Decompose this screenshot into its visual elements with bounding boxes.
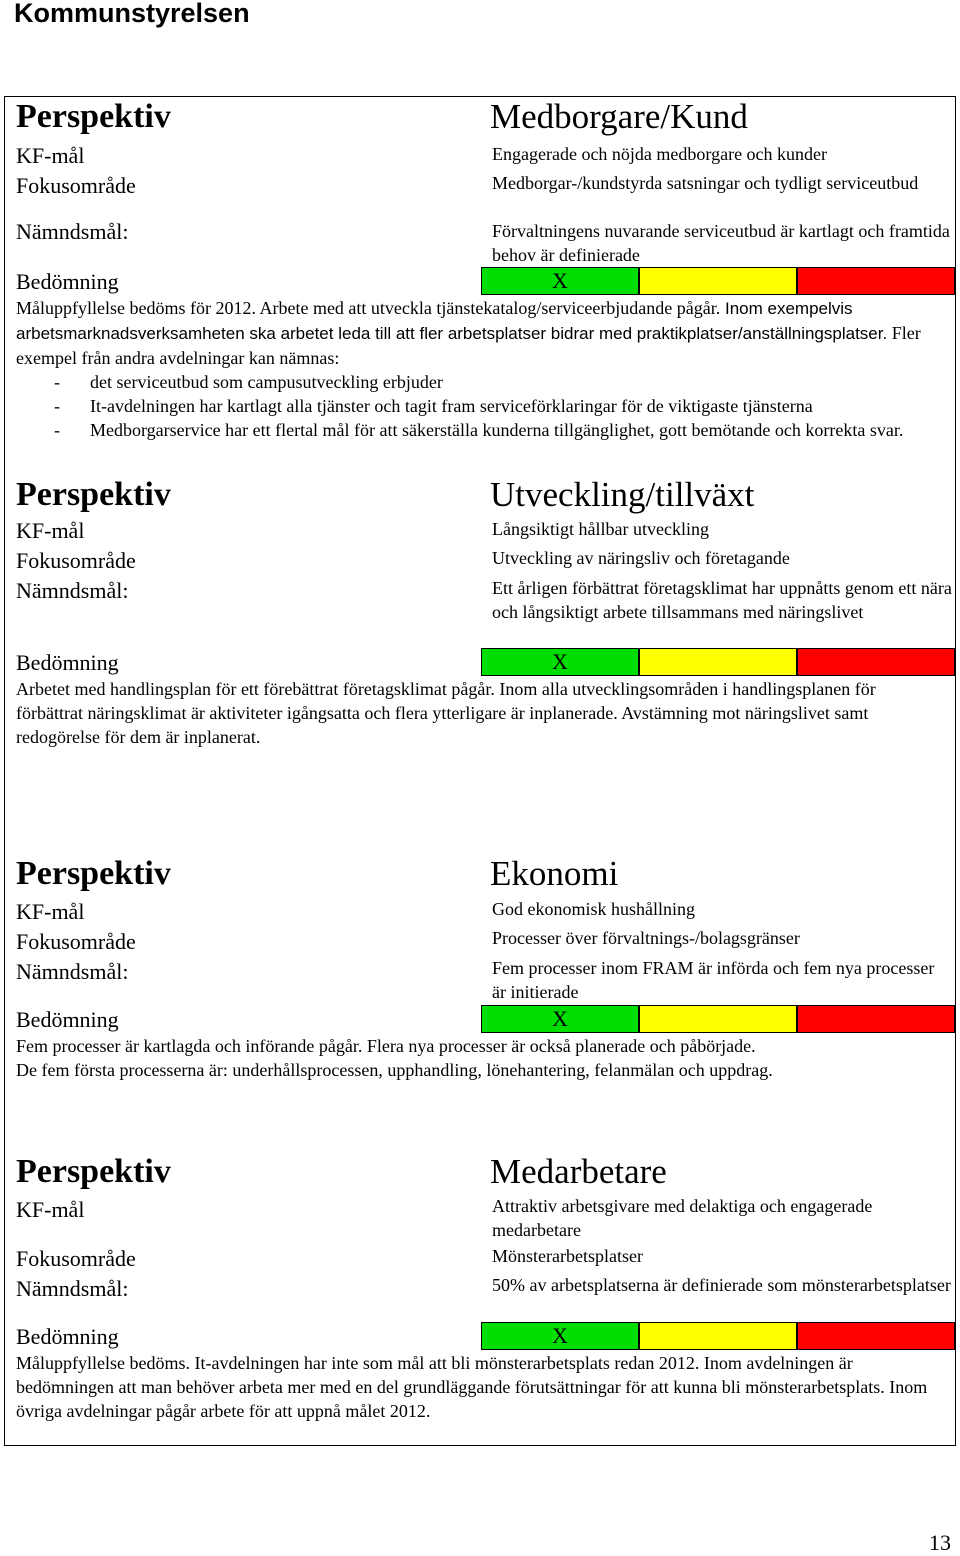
assessment-yellow <box>639 1005 797 1033</box>
list-item: - It-avdelningen har kartlagt alla tjänster och tagit fram serviceförklaringar för de viktigaste tjänsterna <box>54 396 813 416</box>
fokus-value: Mönsterarbetsplatser <box>492 1246 643 1266</box>
kf-label: KF-mål <box>16 143 85 168</box>
list-item-text: It-avdelningen har kartlagt alla tjänster och tagit fram serviceförklaringar för de viktigaste tjänsterna <box>90 396 813 416</box>
fokus-label: Fokusområde <box>16 1246 136 1271</box>
list-item-text: det serviceutbud som campusutveckling erbjuder <box>90 372 443 392</box>
assessment-red <box>797 1005 955 1033</box>
perspective-label: Perspektiv <box>16 1153 171 1190</box>
namnd-label: Nämndsmål: <box>16 578 129 603</box>
namnd-label: Nämndsmål: <box>16 959 129 984</box>
namnd-value: 50% av arbetsplatserna är definierade som mönsterarbetsplatser <box>492 1275 951 1295</box>
assessment-mark: X <box>552 1323 568 1348</box>
list-item-text: Medborgarservice har ett flertal mål för att säkerställa kunderna tillgänglighet, gott bemötande och korrekta svar. <box>90 420 904 440</box>
bedomning-label: Bedömning <box>16 269 119 294</box>
assessment-bar <box>481 1322 955 1350</box>
kf-label: KF-mål <box>16 518 85 543</box>
list-item: - Medborgarservice har ett flertal mål för att säkerställa kunderna tillgänglighet, gott bemötande och korrekta svar. <box>54 420 904 440</box>
perspective-name: Medborgare/Kund <box>490 97 748 136</box>
namnd-label: Nämndsmål: <box>16 1276 129 1301</box>
assessment-mark: X <box>552 1006 568 1031</box>
description-line: Fem processer är kartlagda och införande pågår. Flera nya processer är också planerade och påbörjade. <box>16 1036 756 1056</box>
description-part-1: Måluppfyllelse bedöms för 2012. Arbete med att utveckla tjänstekatalog/serviceerbjudande pågår. <box>16 298 721 318</box>
perspective-label: Perspektiv <box>16 855 171 892</box>
assessment-red <box>797 1322 955 1350</box>
fokus-label: Fokusområde <box>16 548 136 573</box>
perspective-name: Ekonomi <box>490 854 619 893</box>
assessment-mark: X <box>552 268 568 293</box>
perspective-label: Perspektiv <box>16 98 171 135</box>
description-part-2: Inom exempelvis arbetsmarknadsverksamheten ska arbetet leda till att fler arbetsplatser bidrar med praktikplatser/anställningsplatser. <box>16 299 888 343</box>
namnd-value: Fem processer inom FRAM är införda och fem nya processer är initierade <box>492 958 935 1002</box>
section-description: Arbetet med handlingsplan för ett förebättrat företagsklimat pågår. Inom alla utvecklingsområden i handlingsplanen för förbättrat näringsklimat är aktiviteter igångsatta och flera ytterligare är inplanerade. Avstämning mot näringslivet samt redogörelse för dem är inplanerat. <box>16 679 876 747</box>
page-title: Kommunstyrelsen <box>14 0 250 28</box>
description-part-3: Fler exempel från andra avdelningar kan nämnas: <box>16 323 921 368</box>
bedomning-label: Bedömning <box>16 650 119 675</box>
assessment-red <box>797 267 955 295</box>
perspective-name: Utveckling/tillväxt <box>490 475 755 514</box>
list-item: - det serviceutbud som campusutveckling erbjuder <box>54 372 443 392</box>
fokus-label: Fokusområde <box>16 929 136 954</box>
fokus-value: Medborgar-/kundstyrda satsningar och tydligt serviceutbud <box>492 173 919 193</box>
section-description <box>16 296 936 442</box>
fokus-value: Utveckling av näringsliv och företagande <box>492 548 790 568</box>
assessment-yellow <box>639 267 797 295</box>
namnd-label: Nämndsmål: <box>16 219 129 244</box>
assessment-mark: X <box>552 649 568 674</box>
namnd-value: Ett årligen förbättrat företagsklimat har uppnåtts genom ett nära och långsiktigt arbete tillsammans med näringslivet <box>492 578 952 622</box>
assessment-yellow <box>639 1322 797 1350</box>
namnd-value: Förvaltningens nuvarande serviceutbud är kartlagt och framtida behov är definierade <box>492 221 950 265</box>
assessment-yellow <box>639 648 797 676</box>
assessment-bar <box>481 648 955 676</box>
fokus-label: Fokusområde <box>16 173 136 198</box>
bedomning-label: Bedömning <box>16 1007 119 1032</box>
section-description <box>16 1034 936 1082</box>
kf-value: Attraktiv arbetsgivare med delaktiga och engagerade medarbetare <box>492 1196 873 1240</box>
kf-label: KF-mål <box>16 1197 85 1222</box>
kf-value: God ekonomisk hushållning <box>492 899 695 919</box>
assessment-bar <box>481 267 955 295</box>
fokus-value: Processer över förvaltnings-/bolagsgränser <box>492 928 800 948</box>
section-description: Måluppfyllelse bedöms. It-avdelningen har inte som mål att bli mönsterarbetsplats redan 2012. Inom avdelningen är bedömningen att man behöver arbeta mer med en del grundläggande förutsättningar för att kunna bli mönsterarbetsplats. Inom övriga avdelningar pågår arbete för att uppnå målet 2012. <box>16 1353 928 1421</box>
description-line: De fem första processerna är: underhållsprocessen, upphandling, lönehantering, felanmälan och uppdrag. <box>16 1060 773 1080</box>
assessment-bar <box>481 1005 955 1033</box>
kf-value: Långsiktigt hållbar utveckling <box>492 519 709 539</box>
bedomning-label: Bedömning <box>16 1324 119 1349</box>
assessment-red <box>797 648 955 676</box>
kf-label: KF-mål <box>16 899 85 924</box>
page-number: 13 <box>929 1530 951 1555</box>
perspective-name: Medarbetare <box>490 1152 667 1191</box>
kf-value: Engagerade och nöjda medborgare och kunder <box>492 144 828 164</box>
perspective-label: Perspektiv <box>16 476 171 513</box>
